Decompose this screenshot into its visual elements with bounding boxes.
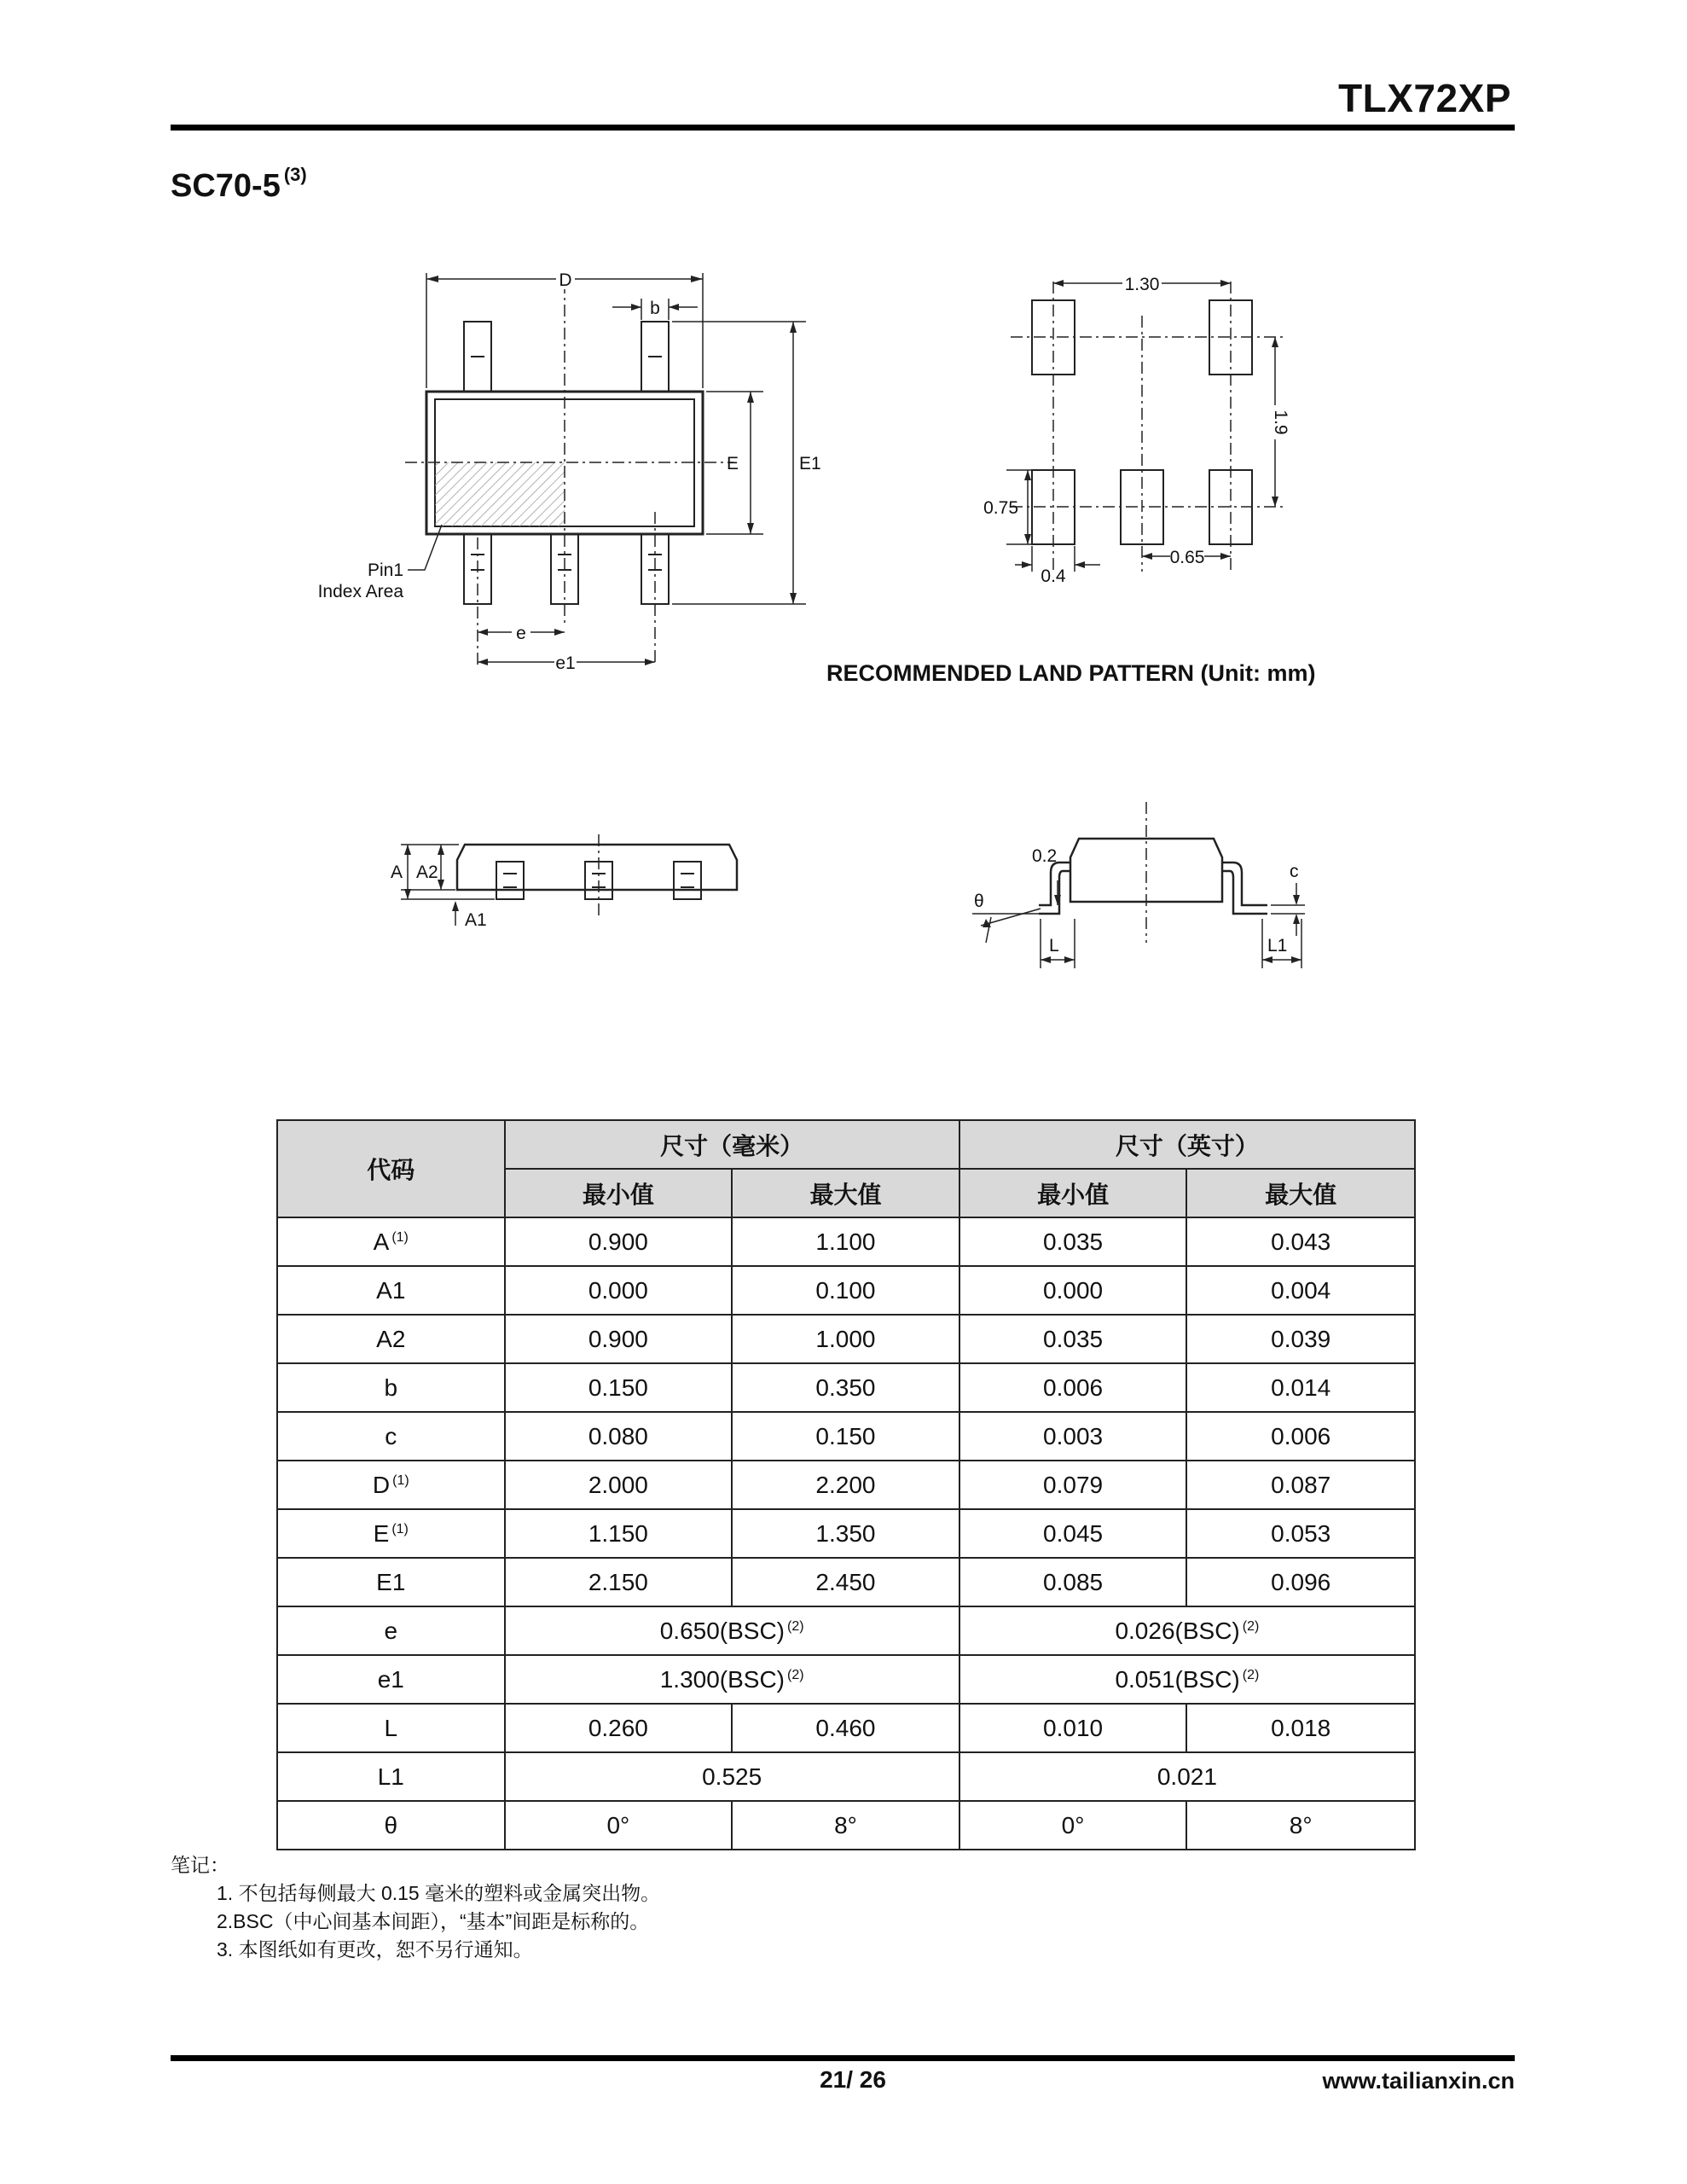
pin1-label: Pin1 [367, 561, 403, 580]
note-item: 2.BSC（中心间基本间距），“基本”间距是标称的。 [217, 1910, 650, 1932]
symbol-cell: e [277, 1606, 505, 1655]
header-group-in: 尺寸（英寸） [959, 1120, 1415, 1169]
value-cell: 0.021 [959, 1752, 1415, 1801]
table-row [277, 1558, 1415, 1606]
end-lead-left [1039, 863, 1070, 905]
header-code: 代码 [277, 1120, 505, 1217]
symbol-cell: E $^{(1)}$ [277, 1509, 505, 1558]
value-cell: 0.100 [732, 1266, 959, 1315]
value-cell: 1.000 [732, 1315, 959, 1363]
value-cell: 0.525 [505, 1752, 959, 1801]
symbol-cell: θ [277, 1801, 505, 1850]
value-cell: 0.085 [959, 1558, 1187, 1606]
value-cell: 0° [959, 1801, 1187, 1850]
value-cell: 0.006 [1186, 1412, 1415, 1461]
value-cell: 0.051(BSC) $^{(2)}$ [959, 1655, 1415, 1704]
dim-label-D: D [559, 270, 572, 290]
dim-label-0-2: 0.2 [1032, 846, 1058, 866]
value-cell: 0.650(BSC) $^{(2)}$ [505, 1606, 959, 1655]
dim-label-L: L [1049, 936, 1059, 956]
dim-label-L1: L1 [1267, 936, 1288, 956]
value-cell: 0.900 [505, 1315, 733, 1363]
value-cell: 0.080 [505, 1412, 733, 1461]
value-cell: 0.350 [732, 1363, 959, 1412]
header-in-min: 最小值 [959, 1169, 1187, 1217]
table-row [277, 1606, 1415, 1655]
footer-rule [171, 2055, 1515, 2061]
end-view-drawing [955, 789, 1330, 985]
value-cell: 0.260 [505, 1704, 733, 1752]
land-pattern-caption: RECOMMENDED LAND PATTERN (Unit: mm) [826, 660, 1316, 686]
dim-label-e: e [516, 624, 526, 643]
value-cell: 0.053 [1186, 1509, 1415, 1558]
symbol-cell: e1 [277, 1655, 505, 1704]
header-in-max: 最大值 [1186, 1169, 1415, 1217]
value-cell: 0.004 [1186, 1266, 1415, 1315]
table-row [277, 1704, 1415, 1752]
table-row [277, 1752, 1415, 1801]
table-row [277, 1315, 1415, 1363]
value-cell: 0.087 [1186, 1461, 1415, 1509]
side-lead-3 [674, 862, 701, 899]
symbol-cell: c [277, 1412, 505, 1461]
table-row [277, 1801, 1415, 1850]
header-mm-min: 最小值 [505, 1169, 733, 1217]
value-cell: 0.014 [1186, 1363, 1415, 1412]
dim-label-theta: θ [974, 892, 984, 911]
value-cell: 8° [732, 1801, 959, 1850]
land-dim-0-65: 0.65 [1169, 548, 1205, 567]
value-cell: 0.018 [1186, 1704, 1415, 1752]
table-row [277, 1655, 1415, 1704]
side-lead-1 [496, 862, 524, 899]
value-cell: 1.100 [732, 1217, 959, 1266]
symbol-cell: b [277, 1363, 505, 1412]
package-title [171, 164, 307, 205]
value-cell: 1.150 [505, 1509, 733, 1558]
dim-label-E: E [726, 454, 739, 473]
value-cell: 0.035 [959, 1217, 1187, 1266]
end-lead-right [1222, 863, 1267, 905]
symbol-cell: L1 [277, 1752, 505, 1801]
value-cell: 0.006 [959, 1363, 1187, 1412]
symbol-cell: A2 [277, 1315, 505, 1363]
value-cell: 0.010 [959, 1704, 1187, 1752]
header-rule [171, 125, 1515, 131]
land-dim-0-75: 0.75 [983, 498, 1018, 518]
notes [171, 1851, 660, 1964]
table-row [277, 1509, 1415, 1558]
header-mm-max: 最大值 [732, 1169, 959, 1217]
index-area-label: Index Area [317, 582, 403, 601]
symbol-cell: A1 [277, 1266, 505, 1315]
page-number: 21/ 26 [820, 2066, 886, 2093]
package-side-outline [457, 845, 737, 890]
dim-label-A: A [391, 863, 403, 882]
value-cell: 2.450 [732, 1558, 959, 1606]
value-cell: 0.096 [1186, 1558, 1415, 1606]
symbol-cell: E1 [277, 1558, 505, 1606]
symbol-cell: D $^{(1)}$ [277, 1461, 505, 1509]
value-cell: 0.900 [505, 1217, 733, 1266]
website-url: www.tailianxin.cn [1322, 2068, 1515, 2094]
value-cell: 0.150 [732, 1412, 959, 1461]
value-cell: 0.150 [505, 1363, 733, 1412]
value-cell: 0.039 [1186, 1315, 1415, 1363]
value-cell: 1.300(BSC) $^{(2)}$ [505, 1655, 959, 1704]
table-row [277, 1412, 1415, 1461]
dim-label-A1: A1 [465, 910, 487, 930]
value-cell: 8° [1186, 1801, 1415, 1850]
value-cell: 0.026(BSC) $^{(2)}$ [959, 1606, 1415, 1655]
note-item: 3. 本图纸如有更改，恕不另行通知。 [217, 1938, 533, 1960]
value-cell: 2.200 [732, 1461, 959, 1509]
package-name: SC70-5 [171, 168, 281, 204]
symbol-cell: L [277, 1704, 505, 1752]
top-view-drawing [307, 256, 853, 674]
table-row [277, 1266, 1415, 1315]
land-pattern-drawing [964, 264, 1305, 589]
dim-label-e1: e1 [555, 653, 576, 673]
dim-label-c: c [1290, 862, 1299, 881]
side-view-drawing [384, 819, 759, 964]
value-cell: 2.150 [505, 1558, 733, 1606]
pin1-index-area [435, 462, 565, 526]
value-cell: 2.000 [505, 1461, 733, 1509]
document-title: TLX72XP [1338, 76, 1511, 120]
value-cell: 0.035 [959, 1315, 1187, 1363]
value-cell: 0.460 [732, 1704, 959, 1752]
value-cell: 0.000 [959, 1266, 1187, 1315]
value-cell: 0.043 [1186, 1217, 1415, 1266]
value-cell: 0.003 [959, 1412, 1187, 1461]
land-dim-1-9: 1.9 [1271, 410, 1290, 435]
notes-title: 笔记： [171, 1854, 229, 1876]
land-dim-1-30: 1.30 [1124, 275, 1160, 294]
land-dim-0-4: 0.4 [1041, 566, 1066, 586]
value-cell: 0.045 [959, 1509, 1187, 1558]
table-row [277, 1363, 1415, 1412]
value-cell: 1.350 [732, 1509, 959, 1558]
table-row [277, 1217, 1415, 1266]
package-note-ref: (3) [283, 164, 307, 185]
value-cell: 0.000 [505, 1266, 733, 1315]
symbol-cell: A $^{(1)}$ [277, 1217, 505, 1266]
dim-label-b: b [650, 299, 660, 318]
dimensions-table [276, 1119, 1416, 1850]
dim-label-A2: A2 [416, 863, 438, 882]
value-cell: 0.079 [959, 1461, 1187, 1509]
value-cell: 0° [505, 1801, 733, 1850]
header-group-mm: 尺寸（毫米） [505, 1120, 959, 1169]
note-item: 1. 不包括每侧最大 0.15 毫米的塑料或金属突出物。 [217, 1882, 661, 1904]
table-row [277, 1461, 1415, 1509]
dim-label-E1: E1 [799, 454, 821, 473]
